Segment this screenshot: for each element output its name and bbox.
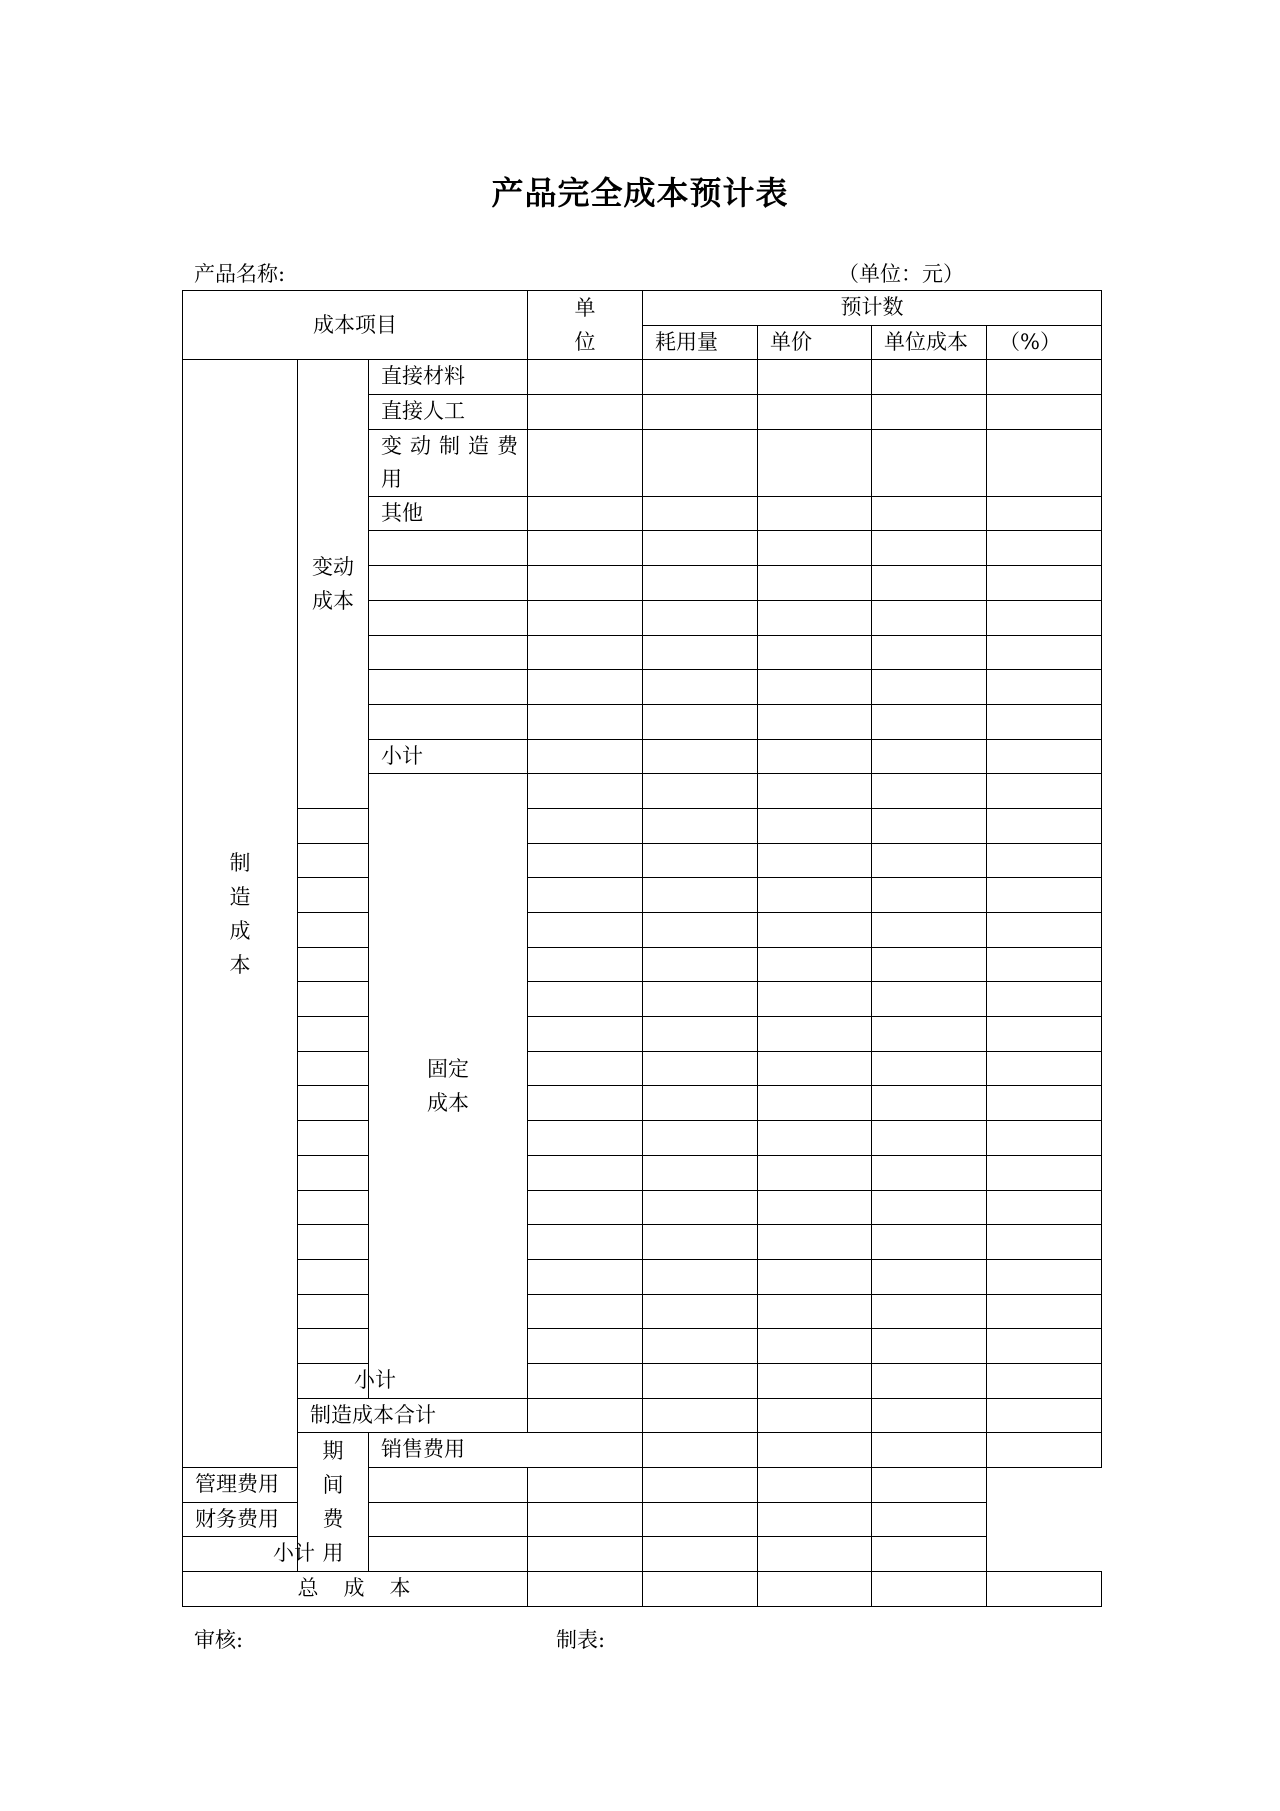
blank-cell[interactable] [643,600,758,635]
unit-note: （单位：元） [838,262,964,286]
blank-cell[interactable] [987,1155,1102,1190]
blank-cell[interactable] [872,1017,987,1052]
blank-cell[interactable] [872,1329,987,1364]
blank-cell[interactable] [987,635,1102,670]
blank-cell[interactable] [872,704,987,739]
blank-cell[interactable] [758,1329,872,1364]
blank-cell[interactable] [987,1225,1102,1260]
blank-cell[interactable] [872,635,987,670]
table-row [183,1086,1102,1121]
blank-cell[interactable] [298,1329,369,1364]
blank-cell[interactable] [528,947,643,982]
blank-cell[interactable] [758,566,872,601]
blank-cell[interactable] [298,1190,369,1225]
blank-cell[interactable] [643,1190,758,1225]
blank-cell[interactable] [758,1051,872,1086]
blank-cell[interactable] [987,982,1102,1017]
blank-cell[interactable] [643,1259,758,1294]
blank-cell[interactable] [298,1259,369,1294]
period-expense-char: 间 [322,1473,344,1498]
blank-cell[interactable] [872,1225,987,1260]
variable-cost-text: 变动 [312,555,354,580]
blank-cell[interactable] [528,531,643,566]
blank-cell[interactable] [298,1155,369,1190]
manufacturing-cost-char: 制 [229,850,251,875]
blank-cell[interactable] [643,808,758,843]
blank-cell[interactable] [643,1086,758,1121]
variable-subtotal-label: 小计 [369,739,528,774]
blank-cell[interactable] [643,878,758,913]
blank-cell[interactable] [298,808,369,843]
blank-cell[interactable] [528,1225,643,1260]
blank-cell[interactable] [528,600,643,635]
blank-cell[interactable] [758,913,872,948]
header-unit-cost: 单位成本 [872,325,987,360]
blank-cell[interactable] [643,1017,758,1052]
period-item-label: 财务费用 [183,1502,369,1537]
blank-cell[interactable] [528,1051,643,1086]
variable-item-label: 直接材料 [369,360,528,395]
variable-item-label: 其他 [369,496,528,531]
blank-cell[interactable] [528,808,643,843]
blank-cell[interactable] [872,1051,987,1086]
blank-cell[interactable] [872,1294,987,1329]
header-cost-item: 成本项目 [183,291,528,360]
blank-cell[interactable] [987,1051,1102,1086]
blank-cell[interactable] [987,531,1102,566]
blank-cell[interactable] [298,1121,369,1156]
blank-cell[interactable] [987,808,1102,843]
header-percent: （%） [987,325,1102,360]
table-row [183,1017,1102,1052]
manufacturing-cost-char: 造 [229,884,251,909]
fixed-subtotal-label: 小计 [298,1363,369,1398]
blank-cell[interactable] [298,1017,369,1052]
header-unit-price: 单价 [758,325,872,360]
blank-cell[interactable] [528,1017,643,1052]
blank-cell[interactable] [643,566,758,601]
table-row [183,1121,1102,1156]
table-row [183,1155,1102,1190]
variable-item-label: 直接人工 [369,395,528,430]
fixed-cost-text: 固定 [427,1056,469,1081]
blank-cell[interactable] [643,704,758,739]
blank-cell[interactable] [528,566,643,601]
blank-cell[interactable] [758,1086,872,1121]
blank-cell[interactable] [987,704,1102,739]
blank-cell[interactable] [758,635,872,670]
variable-item-label: 变动制造费用 [369,429,528,496]
blank-cell[interactable] [872,913,987,948]
blank-cell[interactable] [528,843,643,878]
blank-cell[interactable] [643,1051,758,1086]
blank-cell[interactable] [987,1017,1102,1052]
period-item-label: 销售费用 [369,1433,643,1468]
blank-cell[interactable] [872,982,987,1017]
cost-table [182,290,1102,1607]
total-cost-label: 总 成 本 [183,1572,528,1607]
table-row [183,1329,1102,1364]
blank-cell[interactable] [987,670,1102,705]
fixed-cost-text: 成本 [427,1090,469,1115]
blank-cell[interactable] [298,878,369,913]
blank-cell[interactable] [643,913,758,948]
manufacturing-total-label: 制造成本合计 [298,1398,528,1433]
table-row [183,1294,1102,1329]
blank-cell[interactable] [872,1155,987,1190]
blank-cell[interactable] [528,1086,643,1121]
blank-cell[interactable] [872,670,987,705]
manufacturing-cost-char: 本 [229,952,251,977]
blank-cell[interactable] [369,635,528,670]
table-row [183,1190,1102,1225]
period-subtotal-label: 小计 [183,1537,369,1572]
blank-cell[interactable] [528,982,643,1017]
period-expense-char: 用 [322,1541,344,1566]
blank-cell[interactable] [298,947,369,982]
blank-cell[interactable] [528,1190,643,1225]
blank-cell[interactable] [528,878,643,913]
blank-cell[interactable] [298,913,369,948]
table-row [183,1259,1102,1294]
blank-cell[interactable] [298,843,369,878]
blank-cell[interactable] [987,566,1102,601]
table-row [183,947,1102,982]
blank-cell[interactable] [528,704,643,739]
blank-cell[interactable] [758,531,872,566]
blank-cell[interactable] [528,670,643,705]
variable-cost-text: 成本 [312,589,354,614]
blank-cell[interactable] [872,566,987,601]
blank-cell[interactable] [758,1190,872,1225]
blank-cell[interactable] [987,1121,1102,1156]
table-row [183,808,1102,843]
blank-cell[interactable] [528,635,643,670]
blank-cell[interactable] [528,1329,643,1364]
blank-cell[interactable] [872,600,987,635]
header-unit: 单 位 [528,291,643,360]
table-row [183,982,1102,1017]
blank-cell[interactable] [987,1294,1102,1329]
period-item-label: 管理费用 [183,1468,369,1503]
blank-cell[interactable] [758,843,872,878]
blank-cell[interactable] [643,843,758,878]
product-name-label: 产品名称: [194,262,286,286]
blank-cell[interactable] [758,1225,872,1260]
blank-cell[interactable] [298,1051,369,1086]
blank-cell[interactable] [987,600,1102,635]
blank-cell[interactable] [369,600,528,635]
blank-cell[interactable] [298,1225,369,1260]
table-row [183,913,1102,948]
blank-cell[interactable] [872,878,987,913]
blank-cell[interactable] [643,670,758,705]
blank-cell[interactable] [758,947,872,982]
blank-cell[interactable] [758,1259,872,1294]
blank-cell[interactable] [758,982,872,1017]
blank-cell[interactable] [758,1294,872,1329]
blank-cell[interactable] [987,843,1102,878]
blank-cell[interactable] [987,1259,1102,1294]
blank-cell[interactable] [643,1225,758,1260]
blank-cell[interactable] [987,1086,1102,1121]
blank-cell[interactable] [298,982,369,1017]
page-title: 产品完全成本预计表 [491,174,789,212]
manufacturing-cost-char: 成 [229,918,251,943]
blank-cell[interactable] [643,982,758,1017]
blank-cell[interactable] [758,670,872,705]
header-consumption: 耗用量 [643,325,758,360]
blank-cell[interactable] [987,947,1102,982]
blank-cell[interactable] [369,670,528,705]
blank-cell[interactable] [643,1294,758,1329]
blank-cell[interactable] [643,947,758,982]
header-forecast: 预计数 [643,291,1102,326]
blank-cell[interactable] [643,1155,758,1190]
blank-cell[interactable] [758,1121,872,1156]
prepared-by-label: 制表: [556,1628,606,1652]
blank-cell[interactable] [987,1190,1102,1225]
blank-cell[interactable] [758,1017,872,1052]
blank-cell[interactable] [872,531,987,566]
manufacturing-cost-label [183,360,298,1468]
table-row [183,878,1102,913]
blank-cell[interactable] [369,704,528,739]
blank-cell[interactable] [758,1155,872,1190]
blank-cell[interactable] [643,531,758,566]
blank-cell[interactable] [369,566,528,601]
blank-cell[interactable] [872,1121,987,1156]
blank-cell[interactable] [528,1294,643,1329]
blank-cell[interactable] [643,1121,758,1156]
blank-cell[interactable] [987,913,1102,948]
blank-cell[interactable] [528,1155,643,1190]
blank-cell[interactable] [758,600,872,635]
period-expense-char: 费 [322,1507,344,1532]
review-label: 审核: [194,1628,244,1652]
blank-cell[interactable] [643,635,758,670]
blank-cell[interactable] [528,1121,643,1156]
blank-cell[interactable] [872,808,987,843]
blank-cell[interactable] [872,843,987,878]
blank-cell[interactable] [872,1259,987,1294]
table-row [183,843,1102,878]
blank-cell[interactable] [643,1329,758,1364]
blank-cell[interactable] [758,704,872,739]
blank-cell[interactable] [528,1259,643,1294]
blank-cell[interactable] [758,878,872,913]
variable-cost-label [298,360,369,809]
blank-cell[interactable] [298,1086,369,1121]
blank-cell[interactable] [872,1086,987,1121]
table-row [183,1225,1102,1260]
blank-cell[interactable] [872,1190,987,1225]
blank-cell[interactable] [987,1329,1102,1364]
blank-cell[interactable] [987,878,1102,913]
fixed-cost-label [369,774,528,1398]
period-expense-char: 期 [322,1439,344,1464]
blank-cell[interactable] [872,947,987,982]
blank-cell[interactable] [758,808,872,843]
blank-cell[interactable] [528,913,643,948]
table-row [183,1051,1102,1086]
blank-cell[interactable] [298,1294,369,1329]
blank-cell[interactable] [369,531,528,566]
